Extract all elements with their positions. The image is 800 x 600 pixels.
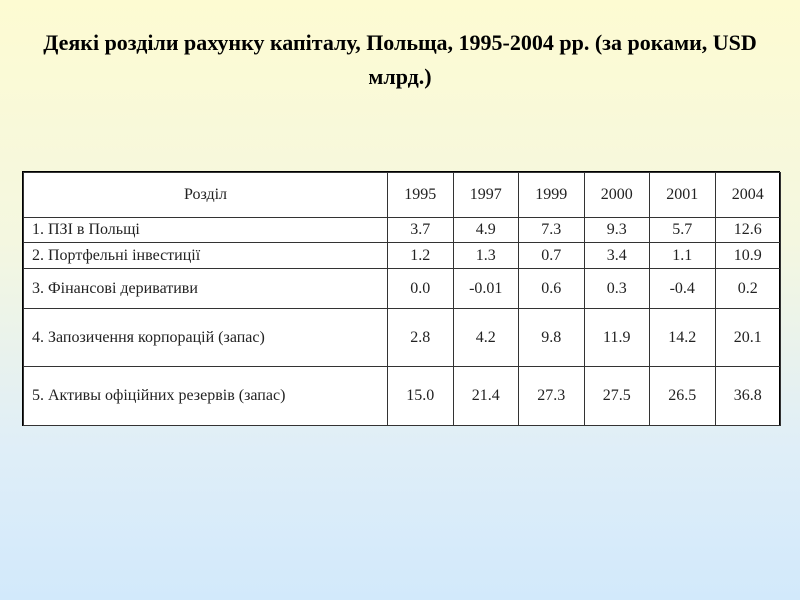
table-cell: 1.2 <box>388 243 454 269</box>
table-cell: 20.1 <box>715 309 781 367</box>
table-cell: 11.9 <box>584 309 650 367</box>
slide-title: Деякі розділи рахунку капіталу, Польща, 1995-2004 рр. (за роками, USD млрд.) <box>43 30 757 89</box>
table-cell: 4.2 <box>453 309 519 367</box>
row-label: 3. Фінансові деривативи <box>24 269 388 309</box>
table-cell: -0.4 <box>650 269 716 309</box>
table-cell: 14.2 <box>650 309 716 367</box>
header-year: 1999 <box>519 173 585 218</box>
table-row <box>24 218 781 243</box>
header-year: 2001 <box>650 173 716 218</box>
table-header-row <box>24 173 781 218</box>
table-cell: 27.3 <box>519 367 585 426</box>
header-year: 1995 <box>388 173 454 218</box>
table-row <box>24 269 781 309</box>
data-table <box>23 172 781 426</box>
table-cell: 0.6 <box>519 269 585 309</box>
header-section: Розділ <box>24 173 388 218</box>
table-cell: 3.4 <box>584 243 650 269</box>
table-cell: 12.6 <box>715 218 781 243</box>
header-year: 2004 <box>715 173 781 218</box>
table-cell: 2.8 <box>388 309 454 367</box>
table-cell: 7.3 <box>519 218 585 243</box>
table-cell: 5.7 <box>650 218 716 243</box>
table-cell: 10.9 <box>715 243 781 269</box>
capital-account-table <box>22 171 780 426</box>
table-cell: 0.3 <box>584 269 650 309</box>
row-label: 1. ПЗІ в Польщі <box>24 218 388 243</box>
row-label: 2. Портфельні інвестиції <box>24 243 388 269</box>
table-cell: 15.0 <box>388 367 454 426</box>
table-row <box>24 309 781 367</box>
header-year: 1997 <box>453 173 519 218</box>
table-cell: 36.8 <box>715 367 781 426</box>
row-label: 4. Запозичення корпорацій (запас) <box>24 309 388 367</box>
table-cell: -0.01 <box>453 269 519 309</box>
table-cell: 1.3 <box>453 243 519 269</box>
table-cell: 9.3 <box>584 218 650 243</box>
table-cell: 0.2 <box>715 269 781 309</box>
table-cell: 0.0 <box>388 269 454 309</box>
table-cell: 4.9 <box>453 218 519 243</box>
table-cell: 27.5 <box>584 367 650 426</box>
row-label: 5. Активы офіційних резервів (запас) <box>24 367 388 426</box>
table-cell: 26.5 <box>650 367 716 426</box>
table-cell: 21.4 <box>453 367 519 426</box>
table-row <box>24 367 781 426</box>
table-cell: 3.7 <box>388 218 454 243</box>
table-row <box>24 243 781 269</box>
table-cell: 1.1 <box>650 243 716 269</box>
table-cell: 0.7 <box>519 243 585 269</box>
table-cell: 9.8 <box>519 309 585 367</box>
header-year: 2000 <box>584 173 650 218</box>
